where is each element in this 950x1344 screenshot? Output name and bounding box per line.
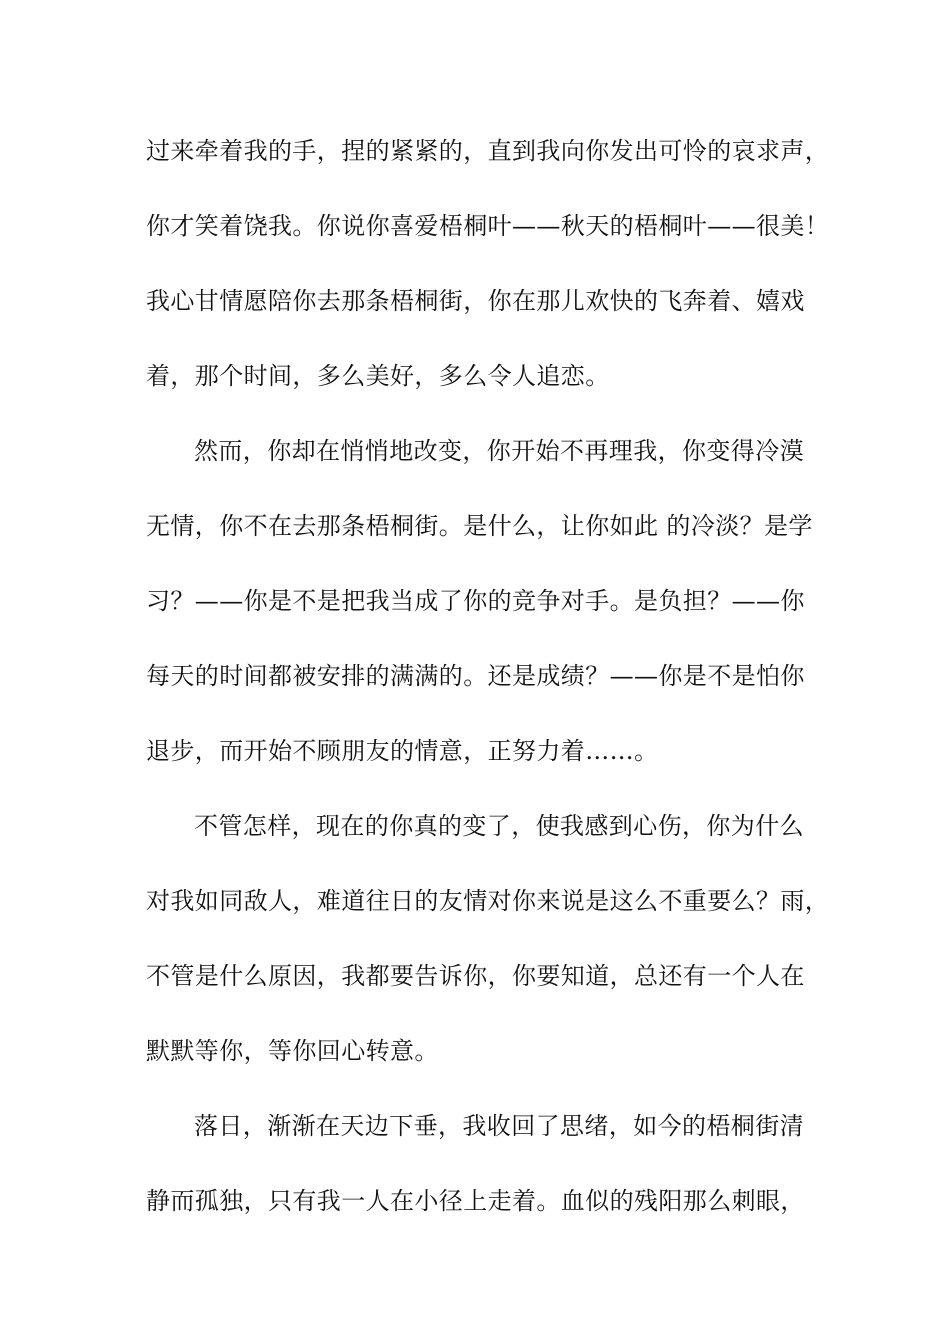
paragraph-first-line: 不管怎样，现在的你真的变了，使我感到心伤，你为什么 — [194, 812, 804, 840]
text-line: 默默等你，等你回心转意。 — [146, 1037, 439, 1065]
text-line: 习？——你是不是把我当成了你的竞争对手。是负担？——你 — [146, 587, 805, 615]
text-line: 静而孤独，只有我一人在小径上走着。血似的残阳那么刺眼， — [146, 1187, 805, 1215]
text-line: 不管是什么原因，我都要告诉你，你要知道，总还有一个人在 — [146, 962, 805, 990]
paragraph-first-line: 然而，你却在悄悄地改变，你开始不再理我，你变得冷漠 — [194, 437, 804, 465]
text-line: 对我如同敌人，难道往日的友情对你来说是这么不重要么？雨， — [146, 887, 830, 915]
paragraph-first-line: 落日，渐渐在天边下垂，我收回了思绪，如今的梧桐街清 — [194, 1112, 804, 1140]
text-line: 每天的时间都被安排的满满的。还是成绩？——你是不是怕你 — [146, 662, 805, 690]
text-line: 无情，你不在去那条梧桐街。是什么，让你如此 的冷淡？是学 — [146, 512, 813, 540]
text-line: 退步，而开始不顾朋友的情意，正努力着……。 — [146, 737, 659, 765]
text-line: 着，那个时间，多么美好，多么令人追恋。 — [146, 362, 610, 390]
text-line: 我心甘情愿陪你去那条梧桐街，你在那儿欢快的飞奔着、嬉戏 — [146, 287, 805, 315]
text-line: 你才笑着饶我。你说你喜爱梧桐叶——秋天的梧桐叶——很美！ — [146, 212, 830, 240]
text-line: 过来牵着我的手，捏的紧紧的，直到我向你发出可怜的哀求声， — [146, 137, 830, 165]
